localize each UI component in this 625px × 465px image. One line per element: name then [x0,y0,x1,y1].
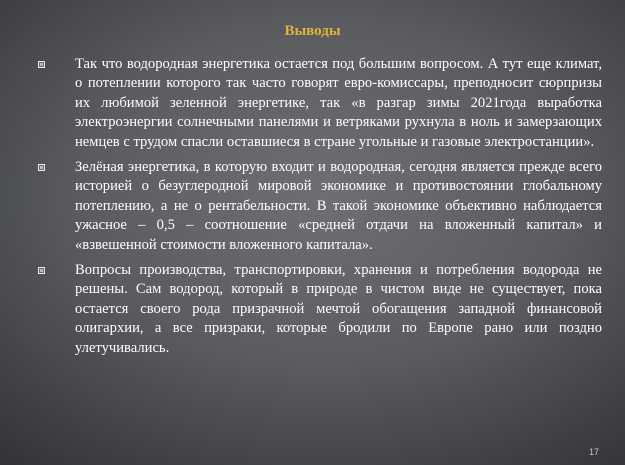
square-bullet-icon [38,164,45,171]
bullet-list [30,55,602,364]
bullet-item [30,55,602,152]
square-bullet-icon [38,267,45,274]
bullet-text: Зелёная энергетика, в которую входит и водородная, сегодня является прежде всего историей о безуглеродной мировой экономике и противостоянии глобальному потеплению, а не о рентабельности. В такой экономике объективно наблюдается ужасное – 0,5 – соотношение «средней отдачи на вложенный капитал» и «взвешенной стоимости вложенного капитала». [75,159,602,253]
bullet-text: Так что водородная энергетика остается под большим вопросом. А тут еще климат, о потеплении которого так часто говорят евро-комиссары, преподносит сюрпризы их любимой зеленной энергетике, так «в разгар зимы 2021года выработка электроэнергии солнечными панелями и ветряками рухнула в ноль и замерзающих немцев с трудом спасли оставшиеся в стране угольные и газовые электростанции». [75,56,602,150]
bullet-item [30,261,602,358]
slide-number: 17 [588,447,599,457]
bullet-item [30,158,602,255]
square-bullet-icon [38,61,45,68]
slide-title: Выводы [284,23,341,39]
bullet-text: Вопросы производства, транспортировки, хранения и потребления водорода не решены. Сам водород, который в природе в чистом виде не существует, пока остается своего рода призрачной мечтой обогащения западной финансовой олигархии, а все призраки, которые бродили по Европе рано или поздно улетучивались. [75,262,602,356]
